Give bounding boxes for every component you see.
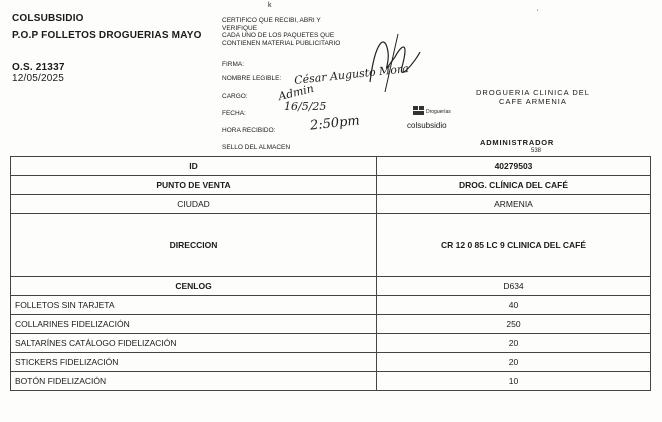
row-value: ARMENIA [377,195,651,214]
brand-name: colsubsidio [407,121,447,130]
row-value: DROG. CLÍNICA DEL CAFÉ [377,176,651,195]
document-date: 12/05/2025 [12,73,65,84]
row-label: BOTÓN FIDELIZACIÓN [11,372,377,391]
page-mark: k [268,2,272,9]
table-row [11,334,651,353]
table-row [11,157,651,176]
row-value: 20 [377,334,651,353]
table-row [11,176,651,195]
brand-mark-icon [412,105,426,117]
row-label: COLLARINES FIDELIZACIÓN [11,315,377,334]
delivery-table-body [11,157,651,391]
signature-scribble [340,22,450,102]
row-label: FOLLETOS SIN TARJETA [11,296,377,315]
stamp-role: ADMINISTRADOR [480,138,555,147]
row-value: D634 [377,277,651,296]
label-nombre: NOMBRE LEGIBLE: [222,75,282,82]
row-value: 250 [377,315,651,334]
handwritten-hora: 2:50pm [309,113,361,134]
row-value: CR 12 0 85 LC 9 CLINICA DEL CAFÉ [377,214,651,277]
table-row [11,214,651,277]
handwritten-fecha: 16/5/25 [284,100,327,113]
brand-small: Droguerías [426,109,451,115]
document-title: P.O.P FOLLETOS DROGUERIAS MAYO [12,30,202,41]
row-label: SALTARÍNES CATÁLOGO FIDELIZACIÓN [11,334,377,353]
handwritten-cargo: Admin [276,81,316,104]
certification-text [222,17,340,47]
label-fecha: FECHA: [222,110,246,117]
table-row [11,296,651,315]
company-name: COLSUBSIDIO [12,13,84,24]
table-row [11,277,651,296]
table-row [11,315,651,334]
table-row [11,195,651,214]
stamp-code: 538 [531,148,542,154]
row-label: CENLOG [11,277,377,296]
row-value: 40279503 [377,157,651,176]
table-row [11,372,651,391]
row-value: 20 [377,353,651,372]
row-value: 10 [377,372,651,391]
corner-mark: ' [537,10,539,16]
stamp-line: DROGUERIA CLINICA DEL [476,88,590,97]
row-value: 40 [377,296,651,315]
certification-line: VERIFIQUE [222,24,258,32]
stamp-line: CAFE ARMENIA [499,97,567,106]
store-stamp [476,88,590,106]
row-label: STICKERS FIDELIZACIÓN [11,353,377,372]
row-label: CIUDAD [11,195,377,214]
delivery-table [10,156,651,391]
label-hora: HORA RECIBIDO: [222,127,276,134]
certification-line: CADA UNO DE LOS PAQUETES QUE [222,32,335,39]
label-cargo: CARGO: [222,93,248,100]
row-label: DIRECCION [11,214,377,277]
label-firma: FIRMA: [222,61,245,68]
certification-line: CONTIENEN MATERIAL PUBLICITARIO [222,39,341,47]
order-number: O.S. 21337 [12,62,65,73]
row-label: ID [11,157,377,176]
handwritten-nombre: César Augusto Mora [293,62,410,87]
row-label: PUNTO DE VENTA [11,176,377,195]
label-sello: SELLO DEL ALMACEN [222,144,291,151]
table-row [11,353,651,372]
certification-line: CERTIFICO QUE RECIBI, ABRI Y [222,17,321,24]
